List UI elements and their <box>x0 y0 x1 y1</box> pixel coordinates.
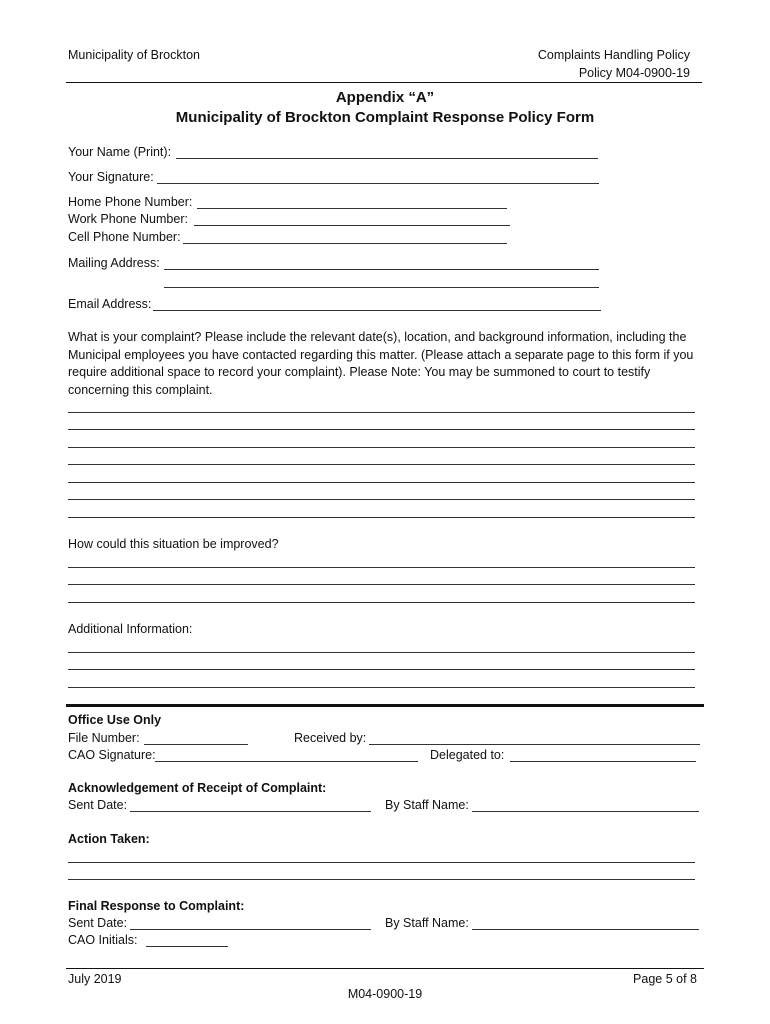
complaint-line[interactable] <box>68 412 695 413</box>
cao-signature-label: CAO Signature: <box>68 748 156 762</box>
additional-info-label: Additional Information: <box>68 622 193 636</box>
work-phone-field[interactable] <box>194 225 510 226</box>
footer-rule <box>66 968 704 969</box>
final-staff-name-field[interactable] <box>472 929 699 930</box>
delegated-to-label: Delegated to: <box>430 748 505 762</box>
cell-phone-label: Cell Phone Number: <box>68 230 181 244</box>
mailing-address-field-line1[interactable] <box>164 269 599 270</box>
final-staff-name-label: By Staff Name: <box>385 916 469 930</box>
file-number-field[interactable] <box>144 744 248 745</box>
file-number-label: File Number: <box>68 731 140 745</box>
footer-page-number: Page 5 of 8 <box>633 972 697 986</box>
signature-field[interactable] <box>157 183 599 184</box>
complaint-line[interactable] <box>68 464 695 465</box>
name-label: Your Name (Print): <box>68 145 172 159</box>
improve-question: How could this situation be improved? <box>68 537 279 551</box>
signature-label: Your Signature: <box>68 170 154 184</box>
email-label: Email Address: <box>68 297 152 311</box>
improve-line[interactable] <box>68 602 695 603</box>
form-title: Municipality of Brockton Complaint Response Policy Form <box>175 109 595 126</box>
received-by-label: Received by: <box>294 731 367 745</box>
ack-staff-name-label: By Staff Name: <box>385 798 469 812</box>
ack-staff-name-field[interactable] <box>472 811 699 812</box>
complaint-line[interactable] <box>68 447 695 448</box>
mailing-address-field-line2[interactable] <box>164 287 599 288</box>
cao-initials-label: CAO Initials: <box>68 933 138 947</box>
delegated-to-field[interactable] <box>510 761 696 762</box>
action-taken-line[interactable] <box>68 879 695 880</box>
additional-info-line[interactable] <box>68 687 695 688</box>
received-by-field[interactable] <box>369 744 700 745</box>
header-municipality: Municipality of Brockton <box>68 48 201 62</box>
complaint-question: What is your complaint? Please include the relevant date(s), location, and background information, including the Municipal employees you have contacted regarding this matter. (Please attach a separate page to this form if you require additional space to record your complaint). Please Note: You may be summoned to court to testify concerning this complaint. <box>68 330 694 397</box>
improve-line[interactable] <box>68 567 695 568</box>
header-rule <box>66 82 702 83</box>
footer-policy-code: M04-0900-19 <box>347 987 423 1001</box>
improve-line[interactable] <box>68 584 695 585</box>
ack-sent-date-field[interactable] <box>130 811 371 812</box>
cell-phone-field[interactable] <box>183 243 507 244</box>
final-sent-date-label: Sent Date: <box>68 916 128 930</box>
home-phone-label: Home Phone Number: <box>68 195 193 209</box>
office-divider <box>66 704 704 707</box>
ack-sent-date-label: Sent Date: <box>68 798 128 812</box>
header-policy-name: Complaints Handling Policy <box>537 48 690 62</box>
header-policy-number: Policy M04-0900-19 <box>578 66 690 80</box>
email-field[interactable] <box>153 310 601 311</box>
name-field[interactable] <box>176 158 598 159</box>
additional-info-line[interactable] <box>68 652 695 653</box>
additional-info-line[interactable] <box>68 669 695 670</box>
mailing-address-label: Mailing Address: <box>68 256 160 270</box>
work-phone-label: Work Phone Number: <box>68 212 188 226</box>
final-sent-date-field[interactable] <box>130 929 371 930</box>
cao-signature-field[interactable] <box>155 761 418 762</box>
home-phone-field[interactable] <box>197 208 507 209</box>
final-response-heading: Final Response to Complaint: <box>68 899 245 913</box>
acknowledgement-heading: Acknowledgement of Receipt of Complaint: <box>68 781 327 795</box>
action-taken-heading: Action Taken: <box>68 832 150 846</box>
complaint-line[interactable] <box>68 429 695 430</box>
footer-date: July 2019 <box>68 972 122 986</box>
complaint-line[interactable] <box>68 499 695 500</box>
complaint-line[interactable] <box>68 482 695 483</box>
action-taken-line[interactable] <box>68 862 695 863</box>
appendix-title: Appendix “A” <box>335 89 435 106</box>
office-use-heading: Office Use Only <box>68 713 162 727</box>
cao-initials-field[interactable] <box>146 946 228 947</box>
complaint-line[interactable] <box>68 517 695 518</box>
